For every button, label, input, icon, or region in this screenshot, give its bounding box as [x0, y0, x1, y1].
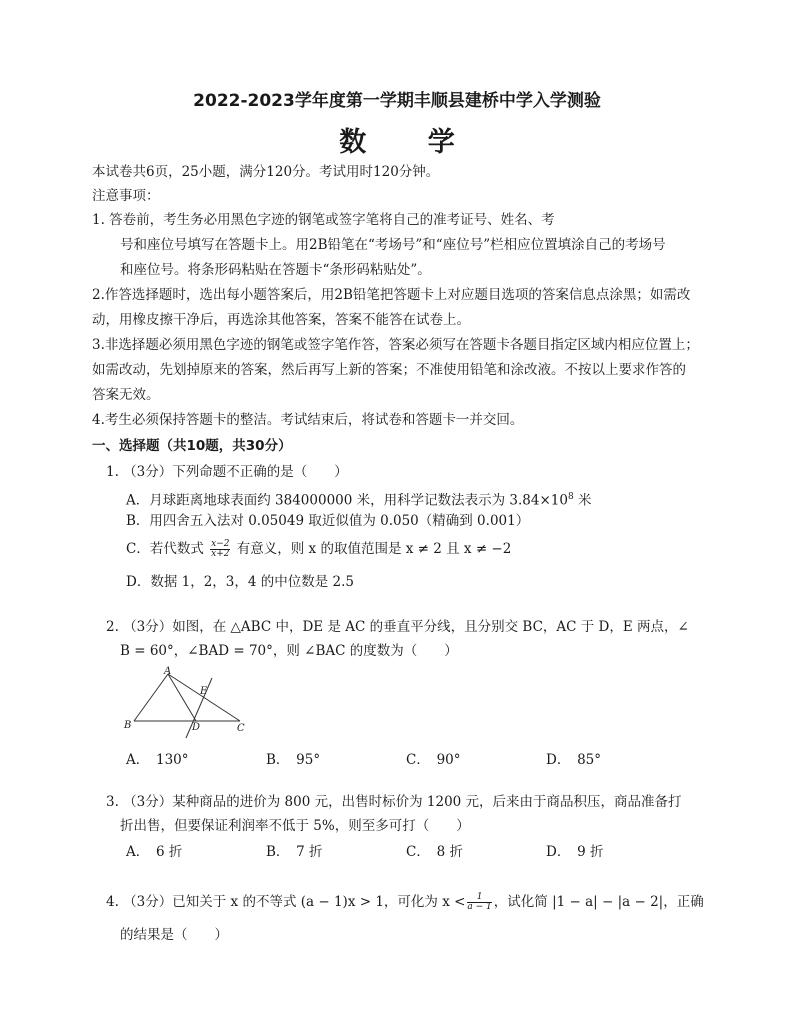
notice-3a: 3.非选择题必须用黑色字迹的钢笔或签字笔作答，答案必须写在答题卡各题目指定区域内相应位置上；: [92, 337, 699, 353]
q2-stem-b: B = 60°，∠BAD = 70°，则 ∠BAC 的度数为（ ）: [120, 643, 458, 659]
q1-option-b: B．用四舍五入法对 0.05049 取近似值为 0.050（精确到 0.001）: [126, 513, 530, 529]
label-b: B: [124, 720, 132, 731]
notice-title: 注意事项：: [92, 188, 160, 204]
label-c: C: [237, 723, 245, 734]
q4-fraction: $\frac{1}{a - 1}$: [467, 892, 492, 912]
q1-fraction: $\frac{x-2}{x+2}$: [211, 539, 230, 559]
q3-stem-a: 3. （3分）某种商品的进价为 800 元，出售时标价为 1200 元，后来由于商品积压，商品准备打: [106, 794, 682, 810]
q3-option-a: A． 6 折: [126, 844, 183, 860]
notice-3c: 答案无效。: [92, 387, 160, 403]
q1-option-d: D．数据 1，2，3，4 的中位数是 2.5: [126, 574, 355, 590]
notice-2a: 2.作答选择题时，选出每小题答案后，用2B铅笔把答题卡上对应题目选项的答案信息点涂黑；如需改: [92, 287, 691, 303]
exam-title: 2022-2023学年度第一学期丰顺县建桥中学入学测验: [193, 91, 601, 111]
q3-option-b: B． 7 折: [266, 844, 323, 860]
q1-option-a: A．月球距离地球表面约 384000000 米，用科学记数法表示为 $3.84\times 10^8$ 米: [126, 492, 592, 509]
subject-title: 数 学: [339, 127, 481, 158]
notice-3b: 如需改动，先划掉原来的答案，然后再写上新的答案；不准使用铅笔和涂改液。不按以上要求作答的: [92, 362, 686, 378]
q3-stem-b: 折出售，但要保证利润率不低于 5%，则至多可打（ ）: [120, 818, 470, 834]
q4-stem-b: 的结果是（ ）: [120, 927, 228, 943]
notice-4: 4.考生必须保持答题卡的整洁。考试结束后，将试卷和答题卡一并交回。: [92, 412, 524, 428]
label-a: A: [164, 666, 172, 677]
label-e: E: [200, 686, 208, 697]
q2-option-a: A． 130°: [126, 752, 189, 768]
q2-option-b: B． 95°: [266, 752, 321, 768]
notice-1c: 和座位号。将条形码粘贴在答题卡“条形码粘贴处”。: [120, 262, 431, 278]
q2-option-d: D． 85°: [546, 752, 602, 768]
section-heading: 一、选择题（共10题，共30分）: [92, 438, 292, 454]
notice-2b: 动，用橡皮擦干净后，再选涂其他答案，答案不能答在试卷上。: [92, 312, 470, 328]
label-d: D: [192, 722, 201, 733]
segment-ad: [168, 674, 196, 721]
q1-stem: 1. （3分）下列命题不正确的是（ ）: [106, 464, 348, 480]
notice-1a: 1. 答卷前，考生务必用黑色字迹的钢笔或签字笔将自己的准考证号、姓名、考: [92, 212, 555, 228]
q2-stem-a: 2. （3分）如图，在 △ABC 中，DE 是 AC 的垂直平分线，且分别交 BC，AC 于 D，E 两点，∠: [106, 619, 689, 635]
exam-info: 本试卷共6页，25小题，满分120分。考试用时120分钟。: [92, 164, 440, 180]
notice-1b: 号和座位号填写在答题卡上。用2B铅笔在“考场号”和“座位号”栏相应位置填涂自己的考场号: [120, 237, 666, 253]
segment-ab: [134, 674, 168, 721]
q2-option-c: C． 90°: [406, 752, 461, 768]
q3-option-d: D． 9 折: [546, 844, 604, 860]
q1-option-c: C．若代数式 $\frac{x-2}{x+2}$ 有意义，则 x 的取值范围是 x ≠ 2 且 x ≠ −2: [126, 539, 512, 559]
triangle-figure: [118, 664, 258, 744]
q4-stem-a: 4. （3分）已知关于 x 的不等式 (a − 1)x > 1，可化为 x < $\frac{1}{a - 1}$ ，试化简 |1 − a| − |a − 2|，正确: [106, 892, 704, 912]
q3-option-c: C． 8 折: [406, 844, 463, 860]
